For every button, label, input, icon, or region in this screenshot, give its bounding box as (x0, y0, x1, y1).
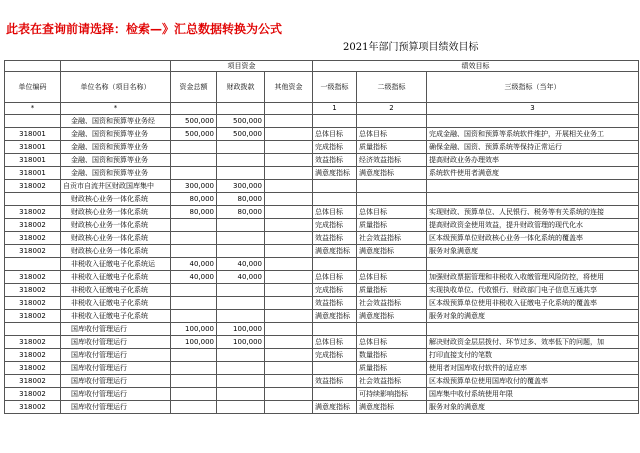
cell-unit-name: 金融、国资和预算等业务 (61, 128, 171, 141)
header-row-2 (5, 72, 639, 103)
cell-level3: 服务对象的满意度 (427, 401, 639, 414)
cell-unit-code: 318002 (5, 271, 61, 284)
cell-unit-code (5, 193, 61, 206)
cell-fund-total (171, 401, 217, 414)
cell-level3 (427, 258, 639, 271)
cell-level3: 区本级预算单位使用非税收入征缴电子化系统的覆盖率 (427, 297, 639, 310)
cell-level2: 满意度指标 (357, 167, 427, 180)
index-cell (217, 103, 265, 115)
table-row (5, 336, 639, 349)
cell-level2 (357, 115, 427, 128)
cell-level1: 满意度指标 (313, 167, 357, 180)
cell-level3 (427, 180, 639, 193)
cell-unit-name: 国库收付管理运行 (61, 388, 171, 401)
table-row (5, 349, 639, 362)
table-row (5, 128, 639, 141)
cell-level1 (313, 193, 357, 206)
cell-other (265, 141, 313, 154)
header-level1: 一级指标 (313, 72, 357, 103)
cell-level2: 总体目标 (357, 336, 427, 349)
cell-fund-total (171, 284, 217, 297)
cell-level2: 总体目标 (357, 206, 427, 219)
cell-unit-name: 财政核心业务一体化系统 (61, 232, 171, 245)
cell-fund-total (171, 245, 217, 258)
cell-other (265, 362, 313, 375)
cell-unit-name: 非税收入征缴电子化系统运 (61, 258, 171, 271)
cell-level1: 效益指标 (313, 375, 357, 388)
cell-other (265, 310, 313, 323)
cell-unit-name: 财政核心业务一体化系统 (61, 193, 171, 206)
cell-fiscal (217, 284, 265, 297)
cell-level2 (357, 193, 427, 206)
cell-level2 (357, 323, 427, 336)
cell-fund-total (171, 297, 217, 310)
cell-unit-name: 非税收入征缴电子化系统 (61, 271, 171, 284)
cell-level1 (313, 323, 357, 336)
cell-unit-name: 国库收付管理运行 (61, 323, 171, 336)
cell-fund-total (171, 232, 217, 245)
cell-fund-total (171, 310, 217, 323)
cell-level2: 质量指标 (357, 219, 427, 232)
cell-level2: 质量指标 (357, 362, 427, 375)
cell-fiscal (217, 375, 265, 388)
cell-fund-total: 500,000 (171, 128, 217, 141)
cell-level3: 提高财政业务办理效率 (427, 154, 639, 167)
index-cell: 3 (427, 103, 639, 115)
cell-other (265, 297, 313, 310)
cell-level1 (313, 388, 357, 401)
cell-level3: 系统软件使用者满意度 (427, 167, 639, 180)
cell-fiscal (217, 401, 265, 414)
table-row (5, 232, 639, 245)
header-cell (61, 61, 171, 72)
header-project-funds: 项目资金 (171, 61, 313, 72)
cell-fiscal (217, 141, 265, 154)
cell-fund-total: 40,000 (171, 271, 217, 284)
header-other: 其他资金 (265, 72, 313, 103)
cell-unit-name: 金融、国资和预算等业务 (61, 167, 171, 180)
cell-fund-total (171, 362, 217, 375)
cell-unit-code: 318002 (5, 180, 61, 193)
header-unit-name: 单位名称（项目名称） (61, 72, 171, 103)
cell-fiscal (217, 154, 265, 167)
table-row (5, 258, 639, 271)
cell-other (265, 258, 313, 271)
cell-level1: 效益指标 (313, 232, 357, 245)
cell-unit-name: 金融、国资和预算等业务经 (61, 115, 171, 128)
cell-unit-name: 国库收付管理运行 (61, 362, 171, 375)
cell-unit-code: 318002 (5, 388, 61, 401)
index-cell: * (5, 103, 61, 115)
cell-level3 (427, 193, 639, 206)
cell-level3: 实现财政、预算单位、人民银行、税务等有关系统的连接 (427, 206, 639, 219)
cell-unit-name: 财政核心业务一体化系统 (61, 206, 171, 219)
table-row (5, 323, 639, 336)
cell-fiscal (217, 362, 265, 375)
table-row (5, 206, 639, 219)
cell-unit-code: 318002 (5, 310, 61, 323)
cell-level3: 服务对象的满意度 (427, 310, 639, 323)
query-notice: 此表在查询前请选择：检索—》汇总数据转换为公式 (6, 22, 283, 36)
cell-other (265, 167, 313, 180)
cell-other (265, 388, 313, 401)
cell-fiscal (217, 167, 265, 180)
cell-unit-name: 财政核心业务一体化系统 (61, 245, 171, 258)
index-cell: * (61, 103, 171, 115)
cell-other (265, 271, 313, 284)
table-row (5, 401, 639, 414)
cell-fund-total: 80,000 (171, 206, 217, 219)
cell-unit-code: 318002 (5, 349, 61, 362)
cell-level3: 解决财政资金层层拨付、环节过多、效率低下的问题，加 (427, 336, 639, 349)
cell-fiscal: 80,000 (217, 206, 265, 219)
cell-fund-total: 300,000 (171, 180, 217, 193)
cell-level2: 满意度指标 (357, 245, 427, 258)
cell-other (265, 245, 313, 258)
cell-unit-code: 318001 (5, 128, 61, 141)
cell-unit-code: 318002 (5, 362, 61, 375)
index-cell: 2 (357, 103, 427, 115)
cell-fiscal: 500,000 (217, 128, 265, 141)
cell-unit-name: 国库收付管理运行 (61, 336, 171, 349)
index-row (5, 103, 639, 115)
cell-fiscal: 100,000 (217, 336, 265, 349)
header-level3: 三级指标（当年） (427, 72, 639, 103)
cell-unit-code: 318001 (5, 154, 61, 167)
cell-level3 (427, 115, 639, 128)
cell-fund-total: 100,000 (171, 336, 217, 349)
table-row (5, 284, 639, 297)
cell-unit-code: 318002 (5, 297, 61, 310)
cell-fiscal: 300,000 (217, 180, 265, 193)
cell-unit-code: 318002 (5, 284, 61, 297)
cell-level3: 使用者对国库收付软件的适应率 (427, 362, 639, 375)
cell-fund-total (171, 349, 217, 362)
cell-unit-code: 318002 (5, 219, 61, 232)
cell-unit-code: 318001 (5, 141, 61, 154)
header-level2: 二级指标 (357, 72, 427, 103)
table-row (5, 375, 639, 388)
cell-level2: 质量指标 (357, 284, 427, 297)
cell-level2: 社会效益指标 (357, 297, 427, 310)
cell-fiscal: 40,000 (217, 258, 265, 271)
header-fund-total: 资金总额 (171, 72, 217, 103)
table-row (5, 167, 639, 180)
cell-fund-total: 500,000 (171, 115, 217, 128)
cell-unit-code (5, 258, 61, 271)
cell-other (265, 154, 313, 167)
cell-level2: 可持续影响指标 (357, 388, 427, 401)
cell-unit-name: 金融、国资和预算等业务 (61, 141, 171, 154)
cell-level2 (357, 258, 427, 271)
cell-unit-code: 318002 (5, 336, 61, 349)
cell-unit-name: 国库收付管理运行 (61, 349, 171, 362)
performance-goals-table (4, 60, 639, 414)
header-row-1 (5, 61, 639, 72)
cell-fund-total (171, 375, 217, 388)
table-row (5, 245, 639, 258)
cell-unit-code: 318002 (5, 375, 61, 388)
cell-other (265, 323, 313, 336)
cell-fiscal (217, 232, 265, 245)
cell-level3: 服务对象满意度 (427, 245, 639, 258)
cell-level2: 社会效益指标 (357, 232, 427, 245)
cell-unit-name: 财政核心业务一体化系统 (61, 219, 171, 232)
cell-level1: 满意度指标 (313, 401, 357, 414)
cell-fiscal (217, 219, 265, 232)
cell-unit-name: 国库收付管理运行 (61, 375, 171, 388)
cell-other (265, 284, 313, 297)
cell-unit-code: 318002 (5, 206, 61, 219)
cell-level2: 质量指标 (357, 141, 427, 154)
table-row (5, 154, 639, 167)
table-row (5, 310, 639, 323)
cell-level2: 总体目标 (357, 128, 427, 141)
cell-other (265, 180, 313, 193)
table-row (5, 297, 639, 310)
index-cell (171, 103, 217, 115)
cell-level1: 满意度指标 (313, 310, 357, 323)
cell-level1: 总体目标 (313, 271, 357, 284)
table-row (5, 115, 639, 128)
cell-other (265, 232, 313, 245)
cell-fiscal (217, 310, 265, 323)
cell-level2: 满意度指标 (357, 401, 427, 414)
cell-fund-total: 80,000 (171, 193, 217, 206)
table-row (5, 193, 639, 206)
cell-level3: 国库集中收付系统使用年限 (427, 388, 639, 401)
cell-level2: 经济效益指标 (357, 154, 427, 167)
cell-unit-name: 国库收付管理运行 (61, 401, 171, 414)
cell-other (265, 193, 313, 206)
cell-other (265, 219, 313, 232)
cell-level1 (313, 115, 357, 128)
cell-fund-total (171, 167, 217, 180)
cell-unit-name: 金融、国资和预算等业务 (61, 154, 171, 167)
cell-level3 (427, 323, 639, 336)
cell-fiscal (217, 245, 265, 258)
table-row (5, 141, 639, 154)
cell-level1: 满意度指标 (313, 245, 357, 258)
cell-fund-total: 40,000 (171, 258, 217, 271)
cell-unit-code: 318002 (5, 245, 61, 258)
cell-level3: 区本级预算单位使用国库收付的覆盖率 (427, 375, 639, 388)
cell-fund-total (171, 141, 217, 154)
cell-level2: 社会效益指标 (357, 375, 427, 388)
table-row (5, 219, 639, 232)
cell-fund-total (171, 154, 217, 167)
cell-level2: 数量指标 (357, 349, 427, 362)
cell-level2: 总体目标 (357, 271, 427, 284)
cell-other (265, 401, 313, 414)
cell-fund-total: 100,000 (171, 323, 217, 336)
cell-level1 (313, 362, 357, 375)
cell-fund-total (171, 219, 217, 232)
table-row (5, 388, 639, 401)
cell-level1: 完成指标 (313, 284, 357, 297)
header-cell (5, 61, 61, 72)
cell-level3: 加强财政票据管理和非税收入收缴管理风险防控，将使用 (427, 271, 639, 284)
cell-level3: 打印直接支付的笔数 (427, 349, 639, 362)
cell-level3: 确保金融、国资、预算系统等保持正常运行 (427, 141, 639, 154)
index-cell: 1 (313, 103, 357, 115)
cell-other (265, 128, 313, 141)
cell-level1: 总体目标 (313, 336, 357, 349)
cell-level3: 完成金融、国资和预算等系统软件维护，开展相关业务工 (427, 128, 639, 141)
cell-unit-code: 318002 (5, 232, 61, 245)
report-title: 2021年部门预算项目绩效目标 (343, 42, 479, 53)
cell-fiscal: 80,000 (217, 193, 265, 206)
cell-level1: 效益指标 (313, 154, 357, 167)
cell-fiscal (217, 388, 265, 401)
cell-fiscal (217, 297, 265, 310)
table-row (5, 180, 639, 193)
index-cell (265, 103, 313, 115)
cell-unit-code: 318002 (5, 401, 61, 414)
cell-fiscal: 40,000 (217, 271, 265, 284)
cell-level1: 总体目标 (313, 206, 357, 219)
cell-level2: 满意度指标 (357, 310, 427, 323)
cell-level2 (357, 180, 427, 193)
cell-fiscal (217, 349, 265, 362)
cell-level1: 完成指标 (313, 141, 357, 154)
cell-level3: 区本级预算单位财政核心业务一体化系统的覆盖率 (427, 232, 639, 245)
cell-unit-code: 318001 (5, 167, 61, 180)
cell-level3: 实现执收单位、代收银行、财政部门电子信息互通共享 (427, 284, 639, 297)
cell-fiscal: 100,000 (217, 323, 265, 336)
cell-other (265, 375, 313, 388)
cell-other (265, 349, 313, 362)
cell-unit-name: 自贡市自流井区财政国库集中 (61, 180, 171, 193)
cell-level1: 总体目标 (313, 128, 357, 141)
header-perf-goal: 绩效目标 (313, 61, 639, 72)
cell-unit-code (5, 323, 61, 336)
header-fiscal: 财政拨款 (217, 72, 265, 103)
cell-level1: 效益指标 (313, 297, 357, 310)
cell-level1 (313, 180, 357, 193)
cell-level1 (313, 258, 357, 271)
cell-unit-name: 非税收入征缴电子化系统 (61, 297, 171, 310)
header-unit-code: 单位编码 (5, 72, 61, 103)
table-row (5, 271, 639, 284)
cell-unit-name: 非税收入征缴电子化系统 (61, 284, 171, 297)
cell-level1: 完成指标 (313, 219, 357, 232)
cell-other (265, 206, 313, 219)
cell-level3: 提高财政资金使用效益，提升财政管理的现代化水 (427, 219, 639, 232)
table-row (5, 362, 639, 375)
cell-other (265, 336, 313, 349)
cell-level1: 完成指标 (313, 349, 357, 362)
cell-unit-code (5, 115, 61, 128)
cell-fiscal: 500,000 (217, 115, 265, 128)
cell-other (265, 115, 313, 128)
cell-unit-name: 非税收入征缴电子化系统 (61, 310, 171, 323)
cell-fund-total (171, 388, 217, 401)
